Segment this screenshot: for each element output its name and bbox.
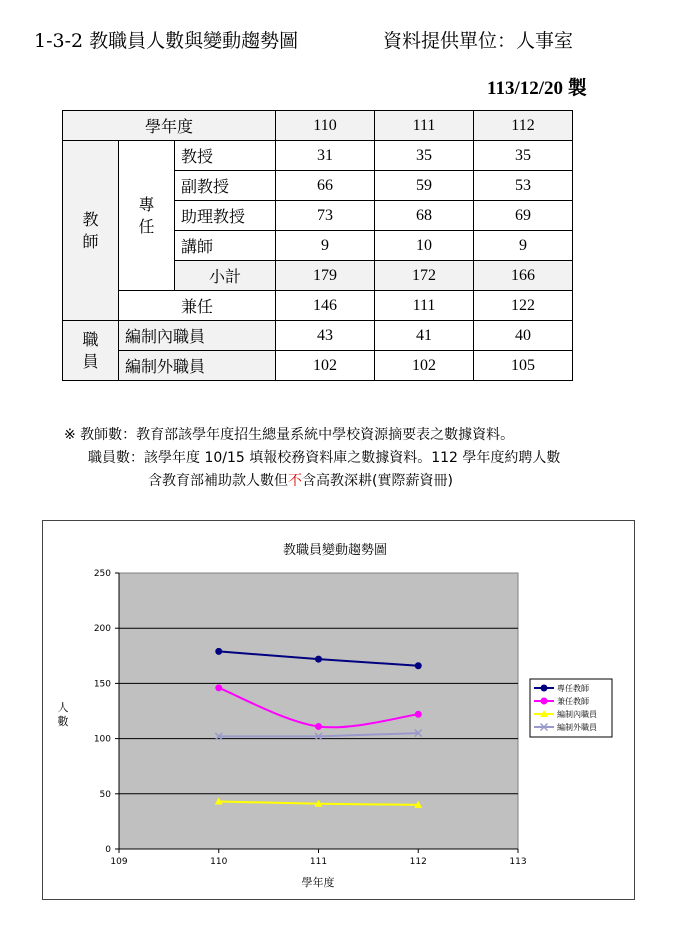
parttime-label: 兼任 — [119, 291, 276, 321]
value-cell: 35 — [375, 141, 474, 171]
value-cell: 66 — [276, 171, 375, 201]
value-cell: 172 — [375, 261, 474, 291]
table-row — [63, 321, 573, 351]
group-char: 職 — [82, 329, 99, 349]
value-cell: 43 — [276, 321, 375, 351]
y-tick-label: 200 — [93, 624, 111, 635]
value-cell: 179 — [276, 261, 375, 291]
table-header-row — [63, 111, 573, 141]
value-cell: 53 — [474, 171, 573, 201]
value-cell: 73 — [276, 201, 375, 231]
value-cell: 31 — [276, 141, 375, 171]
legend-entry: 編制內職員 — [557, 710, 597, 719]
group-char: 專 — [138, 194, 155, 214]
legend-entry: 專任教師 — [557, 684, 589, 693]
value-cell: 102 — [276, 351, 375, 381]
note-line: 職員數：該學年度 10/15 填報校務資料庫之數據資料。112 學年度約聘人數 — [88, 450, 561, 466]
chart-frame — [42, 520, 635, 900]
group-char: 師 — [82, 231, 99, 251]
parttime-row — [63, 291, 573, 321]
row-label: 副教授 — [175, 171, 276, 201]
row-label: 助理教授 — [175, 201, 276, 231]
group-char: 教 — [82, 209, 99, 229]
x-tick-label: 109 — [110, 857, 128, 867]
year-cell: 111 — [375, 111, 474, 141]
x-tick-label: 113 — [509, 857, 527, 867]
value-cell: 9 — [276, 231, 375, 261]
value-cell: 122 — [474, 291, 573, 321]
value-cell: 102 — [375, 351, 474, 381]
value-cell: 166 — [474, 261, 573, 291]
y-axis-label: 數 — [57, 715, 69, 728]
row-label: 講師 — [175, 231, 276, 261]
value-cell: 59 — [375, 171, 474, 201]
value-cell: 10 — [375, 231, 474, 261]
x-axis-label: 學年度 — [301, 876, 335, 889]
data-point — [215, 684, 222, 691]
x-tick-label: 112 — [409, 857, 427, 867]
value-cell: 40 — [474, 321, 573, 351]
year-cell: 110 — [276, 111, 375, 141]
data-point — [541, 698, 548, 705]
row-label: 教授 — [175, 141, 276, 171]
data-source: 資料提供單位：人事室 — [383, 30, 574, 52]
y-tick-label: 100 — [93, 734, 111, 745]
value-cell: 69 — [474, 201, 573, 231]
group-char: 員 — [82, 351, 99, 371]
teacher-group-label — [63, 141, 119, 321]
staff-table — [62, 110, 573, 381]
value-cell: 68 — [375, 201, 474, 231]
legend-entry: 編制外職員 — [557, 723, 597, 732]
data-point — [315, 723, 322, 730]
chart-title: 教職員變動趨勢圖 — [282, 543, 388, 558]
value-cell: 41 — [375, 321, 474, 351]
trend-chart — [43, 521, 636, 901]
staff-group-label — [63, 321, 119, 381]
row-label: 編制外職員 — [119, 351, 276, 381]
value-cell: 35 — [474, 141, 573, 171]
value-cell: 146 — [276, 291, 375, 321]
data-point — [315, 656, 322, 663]
note-text: 含高教深耕(實際薪資冊) — [302, 473, 453, 489]
y-tick-label: 0 — [105, 845, 111, 855]
group-char: 任 — [138, 216, 155, 236]
y-tick-label: 50 — [99, 789, 111, 800]
row-label: 編制內職員 — [119, 321, 276, 351]
y-tick-label: 250 — [93, 569, 111, 579]
legend-entry: 兼任教師 — [557, 697, 589, 706]
x-tick-label: 110 — [210, 857, 228, 867]
table-row — [63, 141, 573, 171]
note-line: ※ 教師數：教育部該學年度招生總量系統中學校資源摘要表之數據資料。 — [64, 427, 515, 443]
y-tick-label: 150 — [93, 679, 111, 690]
notes — [64, 424, 560, 493]
made-date: 113/12/20 製 — [487, 78, 587, 99]
note-line — [64, 470, 560, 493]
value-cell: 111 — [375, 291, 474, 321]
fulltime-group-label — [119, 141, 175, 291]
x-tick-label: 111 — [309, 857, 328, 867]
table-row — [63, 351, 573, 381]
value-cell: 105 — [474, 351, 573, 381]
y-axis-label: 人 — [57, 701, 69, 714]
year-header: 學年度 — [63, 111, 276, 141]
data-point — [541, 685, 548, 692]
note-text: 含教育部補助款人數但 — [148, 473, 288, 489]
plot-area — [119, 573, 518, 849]
page-title: 1-3-2 教職員人數與變動趨勢圖 — [34, 30, 299, 52]
data-point — [215, 648, 222, 655]
data-point — [415, 711, 422, 718]
note-emphasis: 不 — [288, 473, 302, 489]
data-point — [415, 662, 422, 669]
year-cell: 112 — [474, 111, 573, 141]
value-cell: 9 — [474, 231, 573, 261]
subtotal-label: 小計 — [175, 261, 276, 291]
